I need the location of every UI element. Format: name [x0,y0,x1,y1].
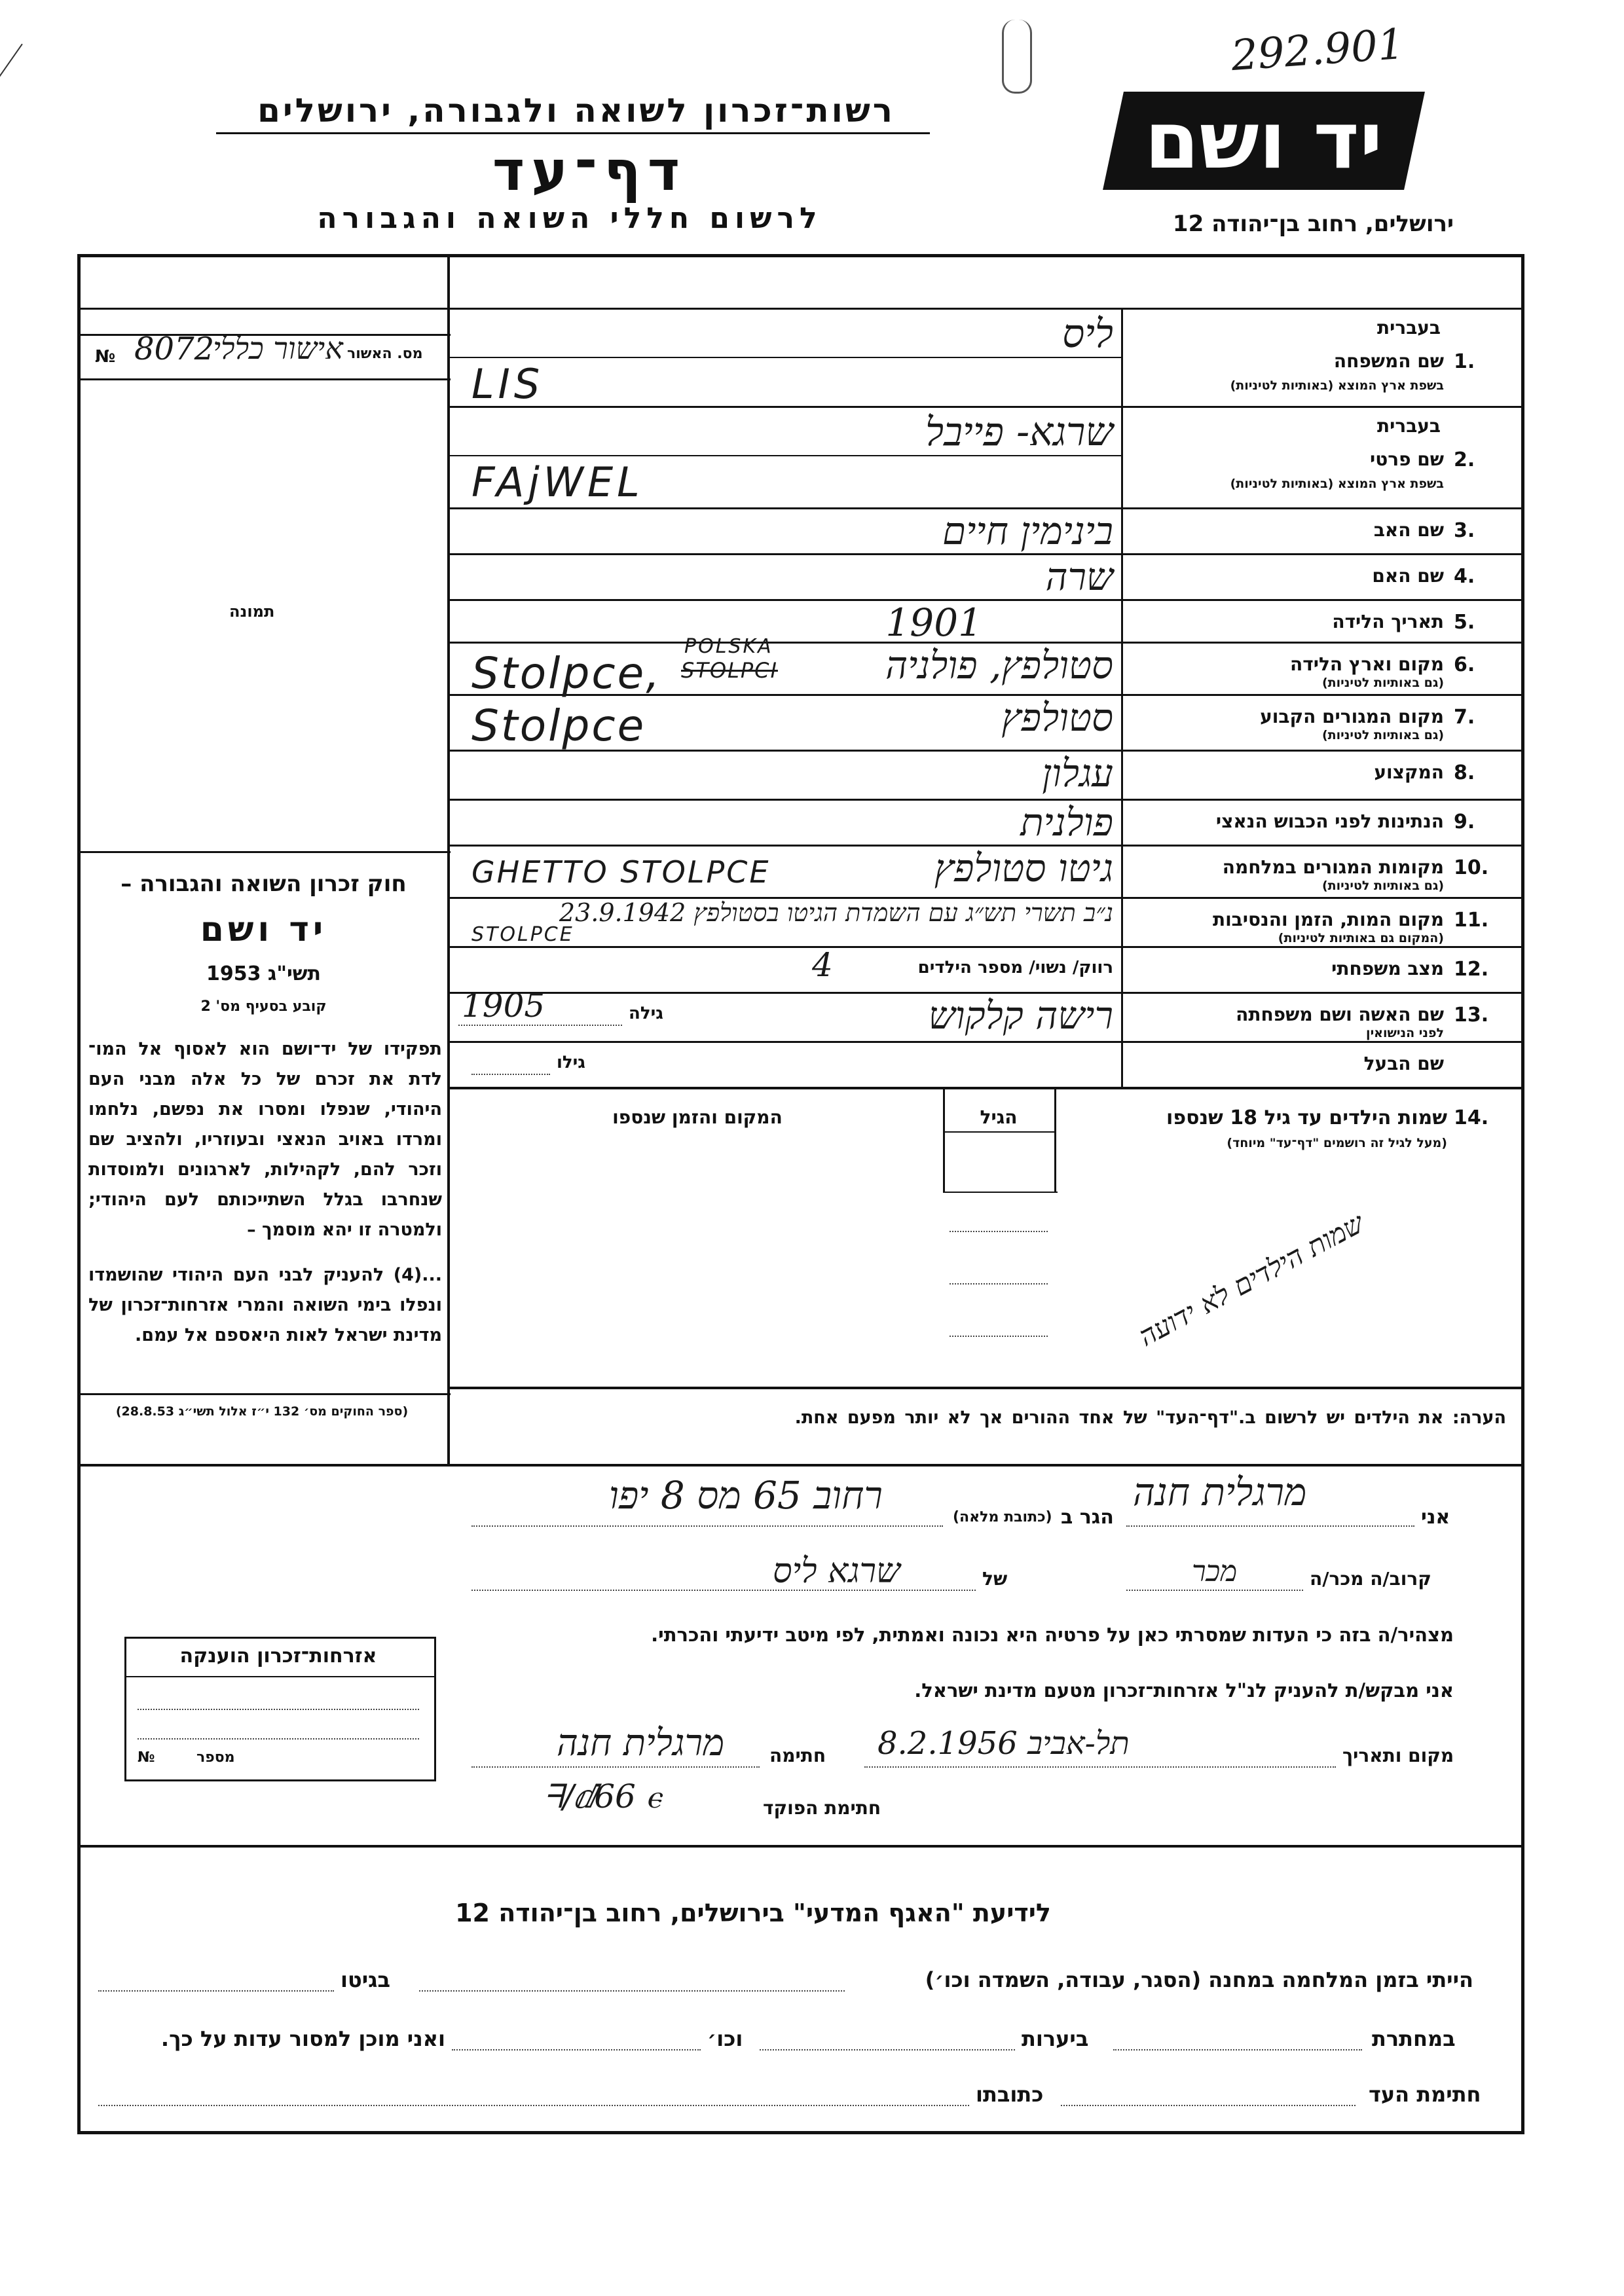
field-value: בינימין חיים [942,509,1113,553]
archive-number: 292.901 [1229,20,1406,81]
field-number: 12. [1454,958,1489,981]
field-sublabel: (המקום גם באותיות לטיניות) [1278,931,1444,945]
decl-resident: הגר ב [1061,1506,1114,1529]
field-sublabel: (גם באותיות לטיניות) [1321,676,1444,690]
info-line1-a: הייתי בזמן המלחמה במחנה (הסגר, עבודה, השמדה וכו׳) [925,1967,1473,1992]
decl-place-date-line [864,1766,1336,1768]
decl-i: אני [1421,1506,1450,1529]
law-section: קובע בסעיף מס' 2 [200,998,327,1015]
field-latin-value: Stolpce [471,701,646,751]
memorial-dash-2 [138,1738,419,1740]
field-label: מצב משפחתי [1331,958,1444,979]
info-line2-b: ביערות [1022,2026,1089,2051]
children-head-line [943,1131,1054,1133]
info-line2-c: וכו׳ [707,2026,743,2051]
decl-place-date-label: מקום ותאריך [1342,1745,1454,1766]
approval-no-mark: № [95,347,116,367]
field-row-line [447,406,1521,408]
decl-relation-label: קרוב/ה מכר/ה [1310,1568,1431,1590]
law-text-1: תפקידו של יד־ושם הוא לאסוף אל המו־ לדת את זכרם של כל אלה מבני העם היהודי, שנפלו ומסרו את נפשם, נלחמו ומרדו באויב הנאצי ובעוזריו, ולהציב שם וזכר להם, לקהילות, לארגונים ולמוסדות שנחרבו בגלל השתייכותם לעם היהודי; ולמטרה זו יהא מוסמך – [88,1039,442,1240]
field-label: מקומות המגורים במלחמה [1222,856,1444,878]
info-dash-7 [98,2105,969,2106]
field-label: המקצוע [1374,761,1444,783]
decl-name: מרגלית חנה [1133,1470,1307,1514]
field-sublabel: לפני הנישואין [1366,1026,1444,1040]
law-name: יד ושם [200,910,327,949]
field-age-value: 1905 [462,987,545,1025]
field-mid-line [447,357,1123,358]
info-line1-b: בגיטו [341,1967,390,1992]
decl-of-value: שרגא ליס [773,1552,900,1591]
memorial-dash-1 [138,1709,419,1710]
field-mid-line [447,455,1123,456]
field-value: גיטו סטולפץ [934,846,1113,890]
children-col-border [1054,1087,1056,1192]
field-label: תאריך הלידה [1332,611,1444,632]
field-heb-label: בעברית [1376,317,1441,338]
field-label: הנתינות לפני הכבוש הנאצי [1215,811,1444,832]
field-label: שם האב [1373,519,1444,541]
left-col-sep-3 [77,851,451,853]
decl-address: רחוב 65 מס 8 יפו [609,1473,883,1518]
field-number: 1. [1454,350,1475,373]
field-sublabel: (גם באותיות לטיניות) [1321,728,1444,742]
approval-note: אישור כללי [213,331,343,366]
field-number: 8. [1454,761,1475,784]
field-value: סטולפץ, פולניה [885,643,1113,687]
header-address: ירושלים, רחוב בן־יהודה 12 [1172,211,1454,237]
info-top [77,1845,1521,1848]
frame-divider-top [77,308,1521,310]
children-dash-3 [950,1336,1048,1337]
law-source: (ספר החוקים מס׳ 132 י״ז אלול תשי״ג 28.8.53) [115,1404,409,1419]
info-line2-a: במחתרת [1372,2026,1456,2051]
field-age-line [471,1074,550,1075]
field-label: מקום וארץ הלידה [1290,653,1444,675]
page-title: דף־עד [492,139,687,203]
field-latin-value: GHETTO STOLPCE [471,854,771,890]
decl-inspector-label: חתימת הפוקד [763,1797,881,1819]
field-label: מקום המות, הזמן והנסיבות [1212,909,1444,930]
left-col-sep-2 [77,378,451,380]
field-number: 11. [1454,909,1489,932]
decl-name-line [1126,1525,1414,1527]
field-value: רישה קלקוש [928,993,1113,1038]
logo-text: יד ושם [1145,95,1383,187]
memorial-line-1 [124,1676,434,1677]
field-age-label: גילה [629,1004,663,1023]
memorial-number-label: מספר [196,1749,235,1766]
field-label: שם פרטי [1369,448,1444,470]
field-number: 13. [1454,1004,1489,1027]
decl-of: של [982,1568,1008,1590]
children-col-age: הגיל [980,1106,1018,1128]
info-dash-6 [1061,2105,1356,2106]
decl-request: אני מבקש/ת להעניק לנ"ל אזרחות־זכרון מטעם מדינת ישראל. [914,1679,1454,1702]
approval-label: מס. האשור [347,346,423,362]
children-dash-2 [950,1283,1048,1285]
info-title: לידיעת "האגף המדעי" בירושלים, רחוב בן־יהודה 12 [455,1899,1051,1927]
field-value: נ״ב תשרי תש״ג עם השמדת הגיטו בסטולפץ 23.9.1942 [559,898,1113,927]
field-latin-value: LIS [471,360,544,408]
field-number: 10. [1454,856,1489,879]
page-subtitle: לרשום חללי השואה והגבורה [317,202,822,235]
field-sublabel: בשפת ארץ המוצא (באותיות לטיניות) [1230,477,1444,491]
children-sep [943,1192,1058,1193]
info-dash-2 [98,1990,334,1992]
decl-signature-label: חתימה [769,1745,826,1766]
memorial-no-mark: № [138,1749,155,1766]
field-label: מקום המגורים הקבוע [1260,706,1444,727]
field-number: 3. [1454,519,1475,542]
field-row-line [447,1041,1521,1043]
field-value: עגלון [1042,751,1113,795]
left-col-border [447,254,450,1465]
decl-declares: מצהיר/ה בזה כי העדות שמסרתי כאן על פרטיה היא נכונה ואמתית, לפי מיטב ידיעתי והכרתי. [651,1624,1454,1646]
photo-label: תמונה [229,602,275,621]
staple-mark [1002,20,1032,94]
field-label: שם הבעל [1363,1053,1444,1074]
field-value: סטולפץ [1001,695,1113,740]
decl-of-line [471,1590,976,1591]
field-value: שרה [1045,555,1113,599]
field-heb-value: שרגא- פייבל [925,409,1113,455]
decl-signature: מרגלית חנה [557,1722,725,1764]
law-title: חוק זכרון השואה והגבורה – [120,871,407,897]
info-dash-4 [760,2049,1015,2050]
decl-relation: מכר [1192,1555,1238,1588]
field-latin-value: STOLPCE [471,923,574,946]
field-label: שם המשפחה [1333,350,1444,372]
field-value: 4 [812,946,833,984]
info-dash-5 [452,2049,701,2050]
field-label: שם האם [1372,565,1444,587]
children-sub: (מעל לגיל זה רושמים "דף־עד" מיוחד) [1227,1136,1447,1150]
label-col-border [1121,308,1123,1087]
note-text: הערה: את הילדים יש לרשום ב."דף־העד" של אחד ההורים אך לא יותר מפעם אחת. [794,1408,1506,1428]
note-top [447,1387,1521,1389]
field-age-label: גילו [557,1053,585,1072]
field-row-line [447,946,1521,948]
law-year: תשי"ג 1953 [206,962,322,985]
children-dash-1 [950,1231,1048,1232]
field-number: 9. [1454,811,1475,833]
law-text-2: ...(4) להעניק לבני העם היהודי שהושמדו ונפלו בימי השואה והמרי אזרחות־זכרון של מדינת ישראל לאות היאספם אל עמם. [88,1265,442,1345]
decl-place-date: תל-אביב 8.2.1956 [877,1725,1130,1762]
children-handwritten: שמות הילדים לא ידועה [1133,1207,1369,1353]
yad-vashem-logo [1103,92,1425,190]
header-underline [216,132,930,134]
header-authority: רשות־זכרון לשואה ולגבורה, ירושלים [257,92,895,130]
inspector-signature: ᖷ/ⅆ66 ⲉ [544,1777,661,1815]
field-sublabel: בשפת ארץ המוצא (באותיות לטיניות) [1230,378,1444,393]
field-label: שם האשה ושם משפחתה [1236,1004,1444,1025]
info-line3-b: כתובתו [976,2082,1044,2107]
info-dash-1 [419,1990,845,1992]
field-age-line [458,1025,622,1026]
children-col-place: המקום והזמן שנספו [612,1106,783,1128]
decl-signature-line [471,1766,760,1768]
memorial-title: אזרחות־זכרון הוענקה [179,1645,377,1667]
field-value: 1901 [885,600,982,645]
children-top [447,1087,1521,1089]
field-value: פולנית [1020,800,1113,845]
field-latin-value: Stolpce, [471,648,662,699]
info-line2-d: ואני מוכן למסור עדות על כך. [160,2026,445,2051]
field-latin-extra-top: POLSKA [684,635,773,658]
field-latin-value: FAjWEL [471,458,644,506]
field-number: 5. [1454,611,1475,634]
decl-full-address: (כתובת מלאה) [953,1509,1052,1525]
field-heb-label: בעברית [1376,415,1441,437]
left-col-sep-5 [77,1464,1521,1467]
children-num: 14. [1454,1106,1489,1129]
info-dash-3 [1113,2049,1362,2050]
approval-number: 8072 [134,331,215,367]
field-number: 6. [1454,653,1475,676]
info-line3-a: חתימת העד [1369,2082,1481,2107]
field-sublabel: (גם באותיות לטיניות) [1321,879,1444,893]
decl-relation-line [1126,1590,1303,1591]
children-label: שמות הילדים עד גיל 18 שנספו [1166,1106,1447,1129]
field-heb-value: ליס [1062,311,1113,357]
margin-mark [0,44,23,88]
field-number: 4. [1454,565,1475,588]
field-value-label: רווק/ נשוי/ מספר הילדים [917,958,1113,977]
field-number: 2. [1454,448,1475,471]
field-number: 7. [1454,706,1475,729]
left-col-sep-4 [77,1393,451,1395]
decl-address-line [471,1525,943,1527]
field-row-line [447,599,1521,601]
field-latin-extra: STOLPCI [681,658,778,683]
children-age-border [943,1087,945,1192]
